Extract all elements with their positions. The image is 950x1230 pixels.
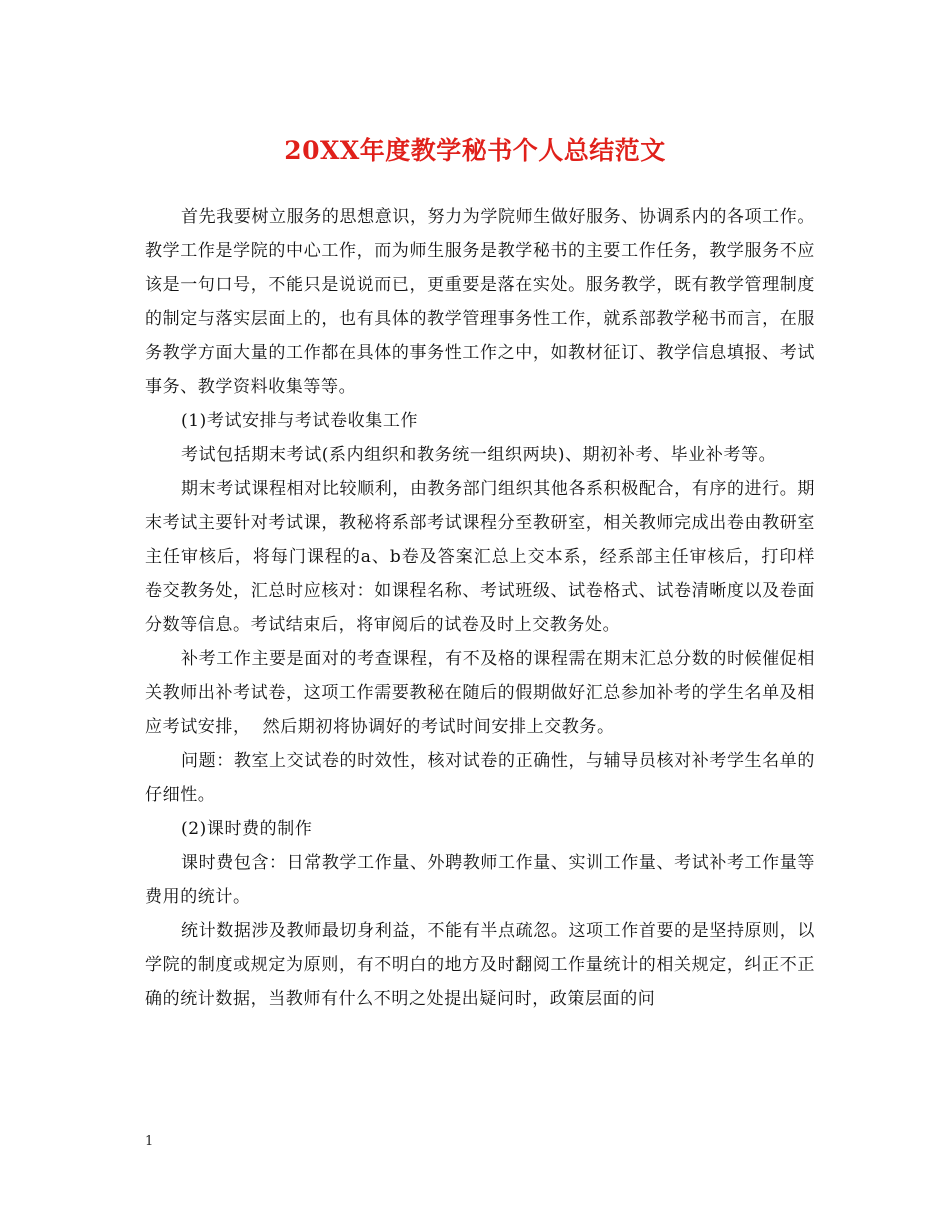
paragraph-statistics: 统计数据涉及教师最切身利益，不能有半点疏忽。这项工作首要的是坚持原则，以学院的制度或规定为原则，有不明白的地方及时翻阅工作量统计的相关规定，纠正不正确的统计数据，当教师有什么不明之处提出疑问时，政策层面的问 bbox=[145, 921, 815, 1009]
paragraph-intro: 首先我要树立服务的思想意识，努力为学院师生做好服务、协调系内的各项工作。教学工作是学院的中心工作，而为师生服务是教学秘书的主要工作任务，教学服务不应该是一句口号，不能只是说说而已，更重要是落在实处。服务教学，既有教学管理制度的制定与落实层面上的，也有具体的教学管理事务性工作，就系部教学秘书而言，在服务教学方面大量的工作都在具体的事务性工作之中，如教材征订、教学信息填报、考试事务、教学资料收集等等。 bbox=[145, 207, 815, 397]
paragraph-fee-contents: 课时费包含：日常教学工作量、外聘教师工作量、实训工作量、考试补考工作量等费用的统计。 bbox=[145, 853, 815, 907]
section-heading-fees: (2)课时费的制作 bbox=[181, 819, 313, 839]
paragraph-makeup-exams: 补考工作主要是面对的考查课程，有不及格的课程需在期末汇总分数的时候催促相关教师出补考试卷，这项工作需要教秘在随后的假期做好汇总参加补考的学生名单及相应考试安排， 然后期初将协调好的考试时间安排上交教务。 bbox=[145, 649, 815, 737]
document-body bbox=[145, 200, 815, 1016]
document-title: 20XX年度教学秘书个人总结范文 bbox=[284, 136, 666, 165]
section-heading-exams: (1)考试安排与考试卷收集工作 bbox=[181, 411, 419, 431]
page-number: 1 bbox=[145, 1134, 154, 1149]
paragraph-problems: 问题：教室上交试卷的时效性，核对试卷的正确性，与辅导员核对补考学生名单的仔细性。 bbox=[145, 751, 815, 805]
paragraph-final-exams: 期末考试课程相对比较顺利，由教务部门组织其他各系积极配合，有序的进行。期末考试主要针对考试课，教秘将系部考试课程分至教研室，相关教师完成出卷由教研室主任审核后，将每门课程的a、b卷及答案汇总上交本系，经系部主任审核后，打印样卷交教务处，汇总时应核对：如课程名称、考试班级、试卷格式、试卷清晰度以及卷面分数等信息。考试结束后，将审阅后的试卷及时上交教务处。 bbox=[145, 479, 815, 635]
paragraph-exam-types: 考试包括期末考试(系内组织和教务统一组织两块)、期初补考、毕业补考等。 bbox=[181, 445, 777, 465]
